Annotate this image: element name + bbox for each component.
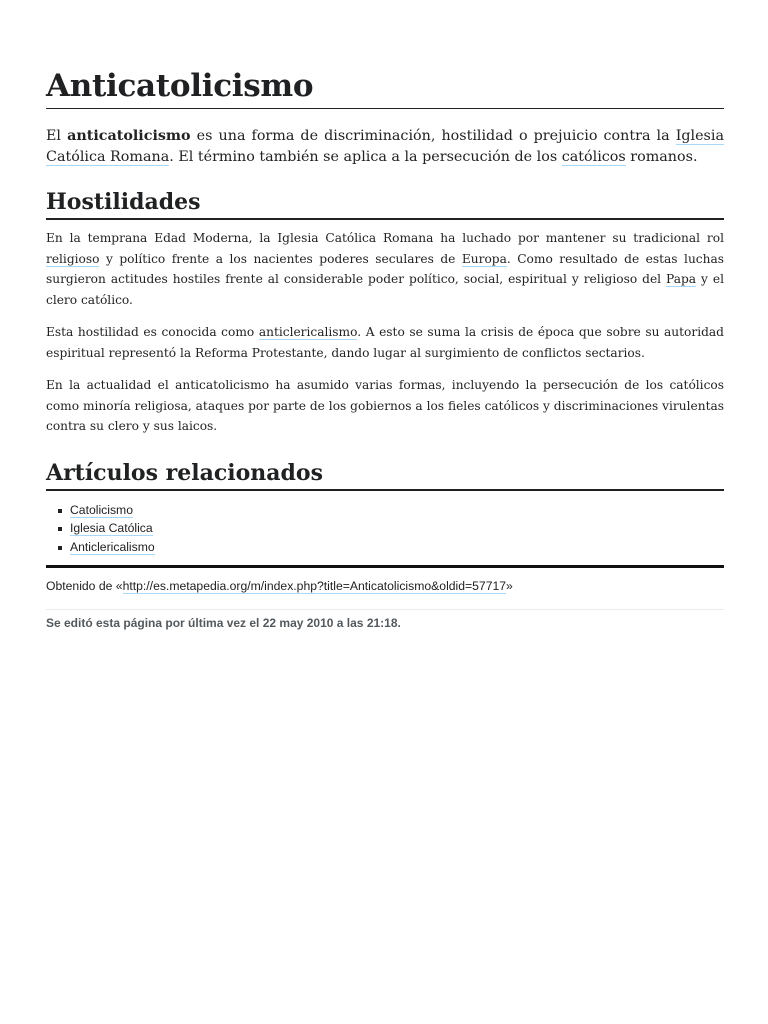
related-articles-list bbox=[46, 501, 724, 557]
para2-text-1: Esta hostilidad es conocida como bbox=[46, 325, 259, 339]
lead-text-4: romanos. bbox=[625, 149, 698, 165]
link-anticlericalismo[interactable]: anticlericalismo bbox=[258, 325, 358, 339]
lead-paragraph bbox=[46, 126, 724, 168]
link-iglesia-catolica-romana[interactable]: Iglesia Católica Romana bbox=[46, 128, 724, 165]
list-item bbox=[70, 501, 724, 520]
bullet-icon bbox=[58, 546, 62, 550]
last-modified: Se editó esta página por última vez el 22 may 2010 a las 21:18. bbox=[46, 616, 401, 630]
para1-text-3: . Como resultado de estas luchas surgieron actitudes hostiles frente al considerable poder político, social, espiritual y religioso del bbox=[46, 251, 724, 286]
page-title: Anticatolicismo bbox=[46, 0, 724, 109]
link-anticlericalismo-related[interactable]: Anticlericalismo bbox=[70, 539, 155, 554]
lead-bold-term: anticatolicismo bbox=[67, 128, 191, 144]
para1-text-2: y político frente a los nacientes poderes seculares de bbox=[99, 251, 462, 266]
content-divider bbox=[46, 565, 724, 568]
list-item bbox=[70, 538, 724, 557]
link-iglesia-catolica[interactable]: Iglesia Católica bbox=[70, 521, 153, 535]
link-religioso[interactable]: religioso bbox=[46, 251, 100, 266]
list-item bbox=[70, 519, 724, 538]
heading-articulos-relacionados: Artículos relacionados bbox=[46, 458, 724, 491]
retrieved-prefix: Obtenido de « bbox=[46, 579, 123, 593]
lead-text-3: . El término también se aplica a la persecución de los bbox=[169, 149, 562, 165]
article bbox=[46, 0, 724, 632]
retrieved-from bbox=[46, 577, 724, 595]
hostilidades-paragraph-2 bbox=[46, 322, 724, 363]
link-europa[interactable]: Europa bbox=[461, 251, 507, 266]
retrieved-suffix: » bbox=[506, 579, 513, 593]
link-catolicos[interactable]: católicos bbox=[561, 149, 626, 165]
hostilidades-paragraph-1 bbox=[46, 228, 724, 310]
lead-text-2: es una forma de discriminación, hostilidad o prejuicio contra la bbox=[190, 128, 676, 144]
link-catolicismo[interactable]: Catolicismo bbox=[70, 502, 133, 517]
retrieved-url-link[interactable]: http://es.metapedia.org/m/index.php?title=Anticatolicismo&oldid=57717 bbox=[122, 579, 507, 593]
para1-text-1: En la temprana Edad Moderna, la Iglesia Católica Romana ha luchado por mantener su tradicional rol bbox=[46, 231, 724, 245]
heading-hostilidades: Hostilidades bbox=[46, 187, 724, 220]
para1-text-4: y el clero católico. bbox=[46, 272, 724, 307]
bullet-icon bbox=[58, 527, 62, 531]
lead-text-1: El bbox=[46, 128, 68, 144]
link-papa[interactable]: Papa bbox=[666, 272, 697, 286]
bullet-icon bbox=[58, 509, 62, 513]
footer-divider bbox=[46, 609, 724, 610]
hostilidades-paragraph-3: En la actualidad el anticatolicismo ha asumido varias formas, incluyendo la persecución de los católicos como minoría religiosa, ataques por parte de los gobiernos a los fieles católicos y discriminaciones virulentas contra su clero y sus laicos. bbox=[46, 378, 724, 433]
para2-text-2: . A esto se suma la crisis de época que sobre su autoridad espiritual representó la Reforma Protestante, dando lugar al surgimiento de conflictos sectarios. bbox=[46, 325, 724, 360]
